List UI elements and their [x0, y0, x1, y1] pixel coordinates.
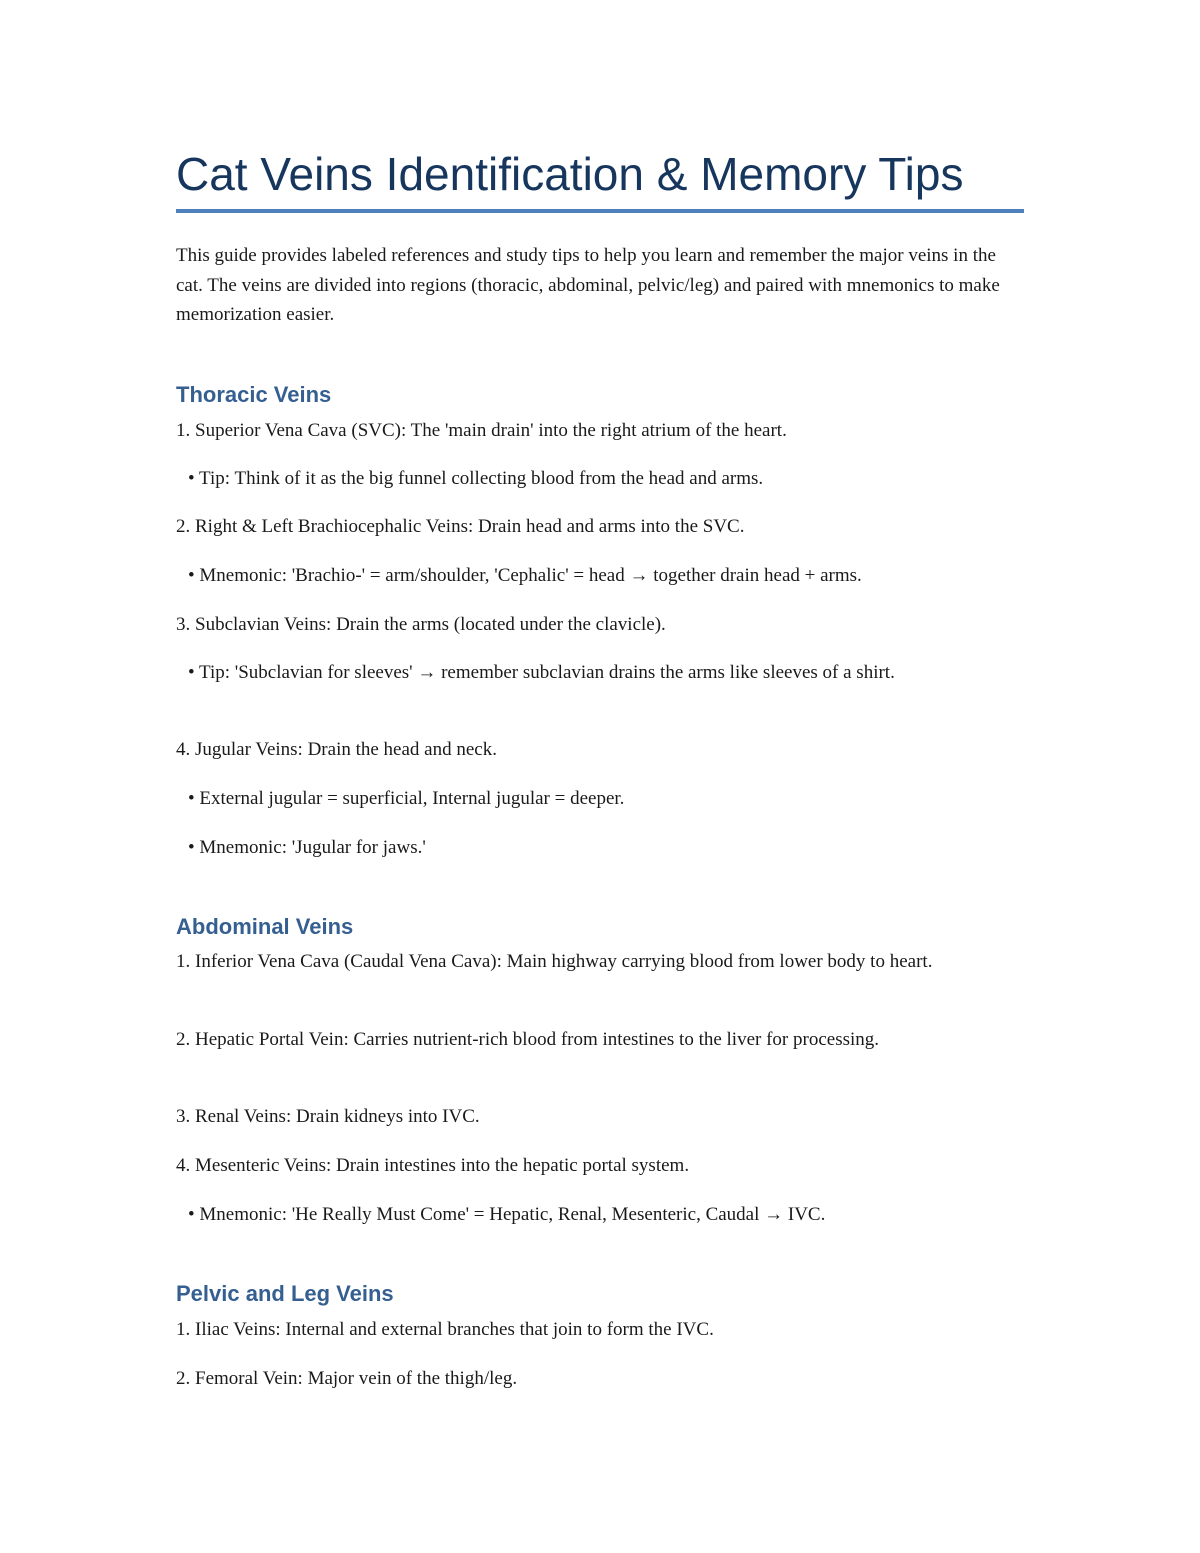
abdominal-item-hepatic-portal: 2. Hepatic Portal Vein: Carries nutrient-rich blood from intestines to the liver for processing. [176, 1029, 880, 1050]
section-heading-pelvic: Pelvic and Leg Veins [176, 1281, 394, 1306]
section-heading-abdominal: Abdominal Veins [176, 914, 354, 939]
thoracic-item-jugular: 4. Jugular Veins: Drain the head and neck. [176, 739, 497, 760]
thoracic-item-svc: 1. Superior Vena Cava (SVC): The 'main drain' into the right atrium of the heart. [176, 420, 787, 441]
abdominal-item-renal: 3. Renal Veins: Drain kidneys into IVC. [176, 1106, 480, 1127]
abdominal-item-mesenteric: 4. Mesenteric Veins: Drain intestines into the hepatic portal system. [176, 1155, 690, 1176]
intro-paragraph: This guide provides labeled references and study tips to help you learn and remember the major veins in the cat. The veins are divided into regions (thoracic, abdominal, pelvic/leg) and paired with mnemonics to make memorization easier. [176, 245, 1000, 325]
pelvic-item-femoral: 2. Femoral Vein: Major vein of the thigh/leg. [176, 1368, 518, 1389]
thoracic-tip-subclavian: • Tip: 'Subclavian for sleeves' → remember subclavian drains the arms like sleeves of a shirt. [188, 662, 895, 683]
abdominal-mnemonic: • Mnemonic: 'He Really Must Come' = Hepatic, Renal, Mesenteric, Caudal → IVC. [188, 1204, 826, 1225]
section-heading-thoracic: Thoracic Veins [176, 382, 332, 407]
pelvic-item-iliac: 1. Iliac Veins: Internal and external branches that join to form the IVC. [176, 1319, 714, 1340]
thoracic-tip-svc: • Tip: Think of it as the big funnel collecting blood from the head and arms. [188, 468, 764, 489]
thoracic-note-jugular: • External jugular = superficial, Internal jugular = deeper. [188, 788, 625, 809]
thoracic-mnemonic-jugular: • Mnemonic: 'Jugular for jaws.' [188, 837, 426, 858]
title-underline [176, 209, 1024, 213]
thoracic-mnemonic-brachiocephalic: • Mnemonic: 'Brachio-' = arm/shoulder, 'Cephalic' = head → together drain head + arms. [188, 565, 862, 586]
thoracic-item-subclavian: 3. Subclavian Veins: Drain the arms (located under the clavicle). [176, 614, 666, 635]
abdominal-item-ivc: 1. Inferior Vena Cava (Caudal Vena Cava): Main highway carrying blood from lower body to heart. [176, 951, 933, 972]
document-title: Cat Veins Identification & Memory Tips [176, 148, 964, 200]
thoracic-item-brachiocephalic: 2. Right & Left Brachiocephalic Veins: Drain head and arms into the SVC. [176, 516, 745, 537]
